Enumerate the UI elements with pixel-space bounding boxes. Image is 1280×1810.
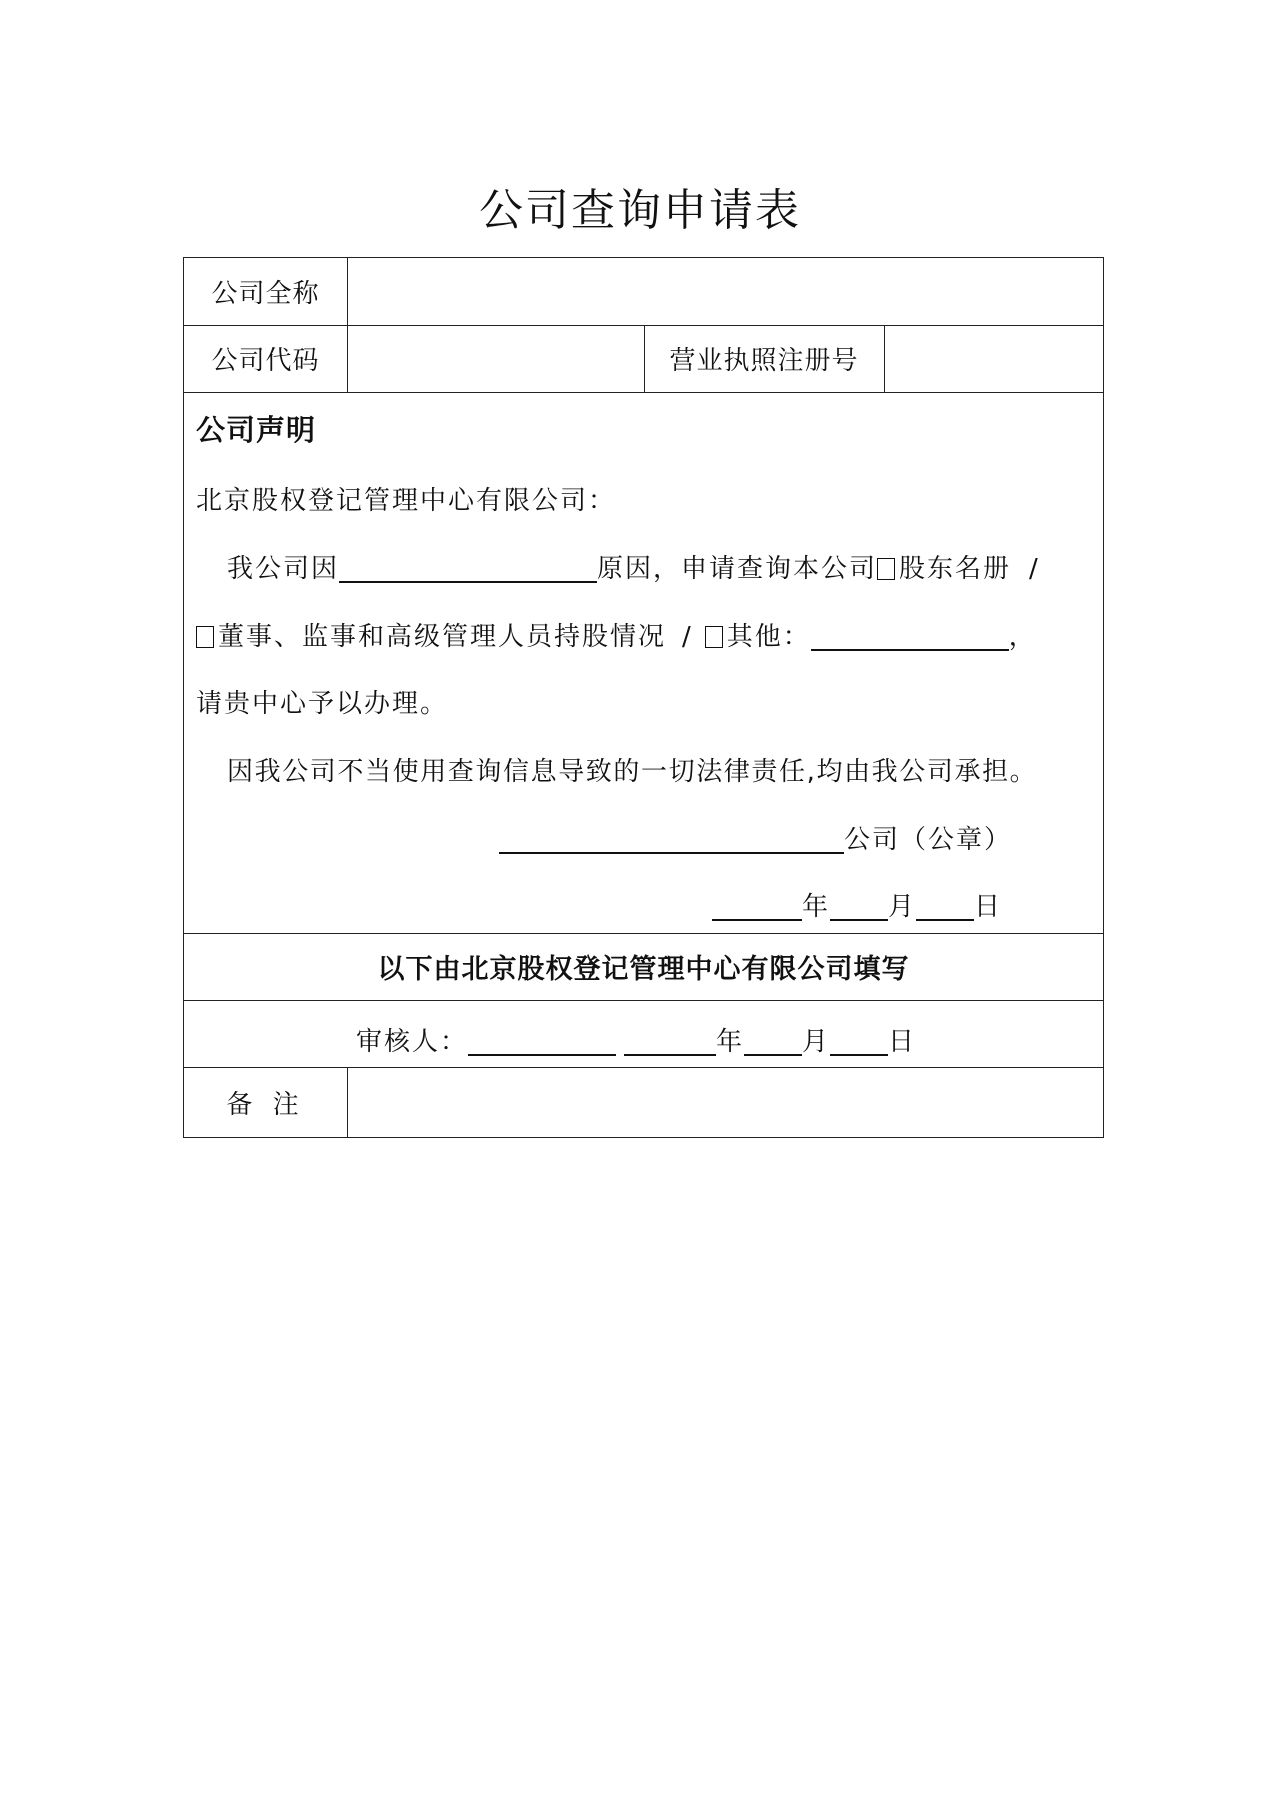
company-code-field[interactable] [349,325,643,392]
review-day-blank[interactable] [830,1026,888,1056]
line1-middle: 原因，申请查询本公司 [597,554,878,584]
row-divider [184,392,1103,393]
directors-holdings-checkbox[interactable] [196,626,214,648]
reviewer-label: 审核人： [356,1027,469,1057]
remarks-label: 备 注 [226,1090,305,1120]
reason-blank[interactable] [339,553,597,583]
option-other: 其他： [726,622,811,652]
declaration-line-4: 因我公司不当使用查询信息导致的一切法律责任,均由我公司承担。 [227,757,1038,787]
option-shareholder-register: 股东名册 [899,554,1012,584]
business-license-field[interactable] [886,325,1103,392]
other-blank[interactable] [811,621,1009,651]
declaration-addressee: 北京股权登记管理中心有限公司： [196,486,617,516]
reviewer-blank[interactable] [468,1026,616,1056]
line2-comma: ， [1008,622,1037,652]
option-directors-holdings: 董事、监事和高级管理人员持股情况 [218,622,667,652]
review-year-blank[interactable] [624,1026,716,1056]
declaration-line-2 [196,616,1037,653]
year-label: 年 [802,892,831,922]
month-blank[interactable] [830,891,888,921]
column-divider [884,325,885,392]
form-title: 公司查询申请表 [479,185,801,236]
application-form-table [183,257,1104,1138]
center-section-heading: 以下由北京股权登记管理中心有限公司填写 [377,954,910,985]
declaration-heading: 公司声明 [196,413,317,447]
day-blank[interactable] [916,891,974,921]
column-divider [347,258,348,392]
separator-slash: / [1029,554,1040,584]
seal-line [499,819,1012,856]
review-month-blank[interactable] [744,1026,802,1056]
declaration-date [712,886,1002,923]
review-year-label: 年 [716,1027,745,1057]
company-code-label: 公司代码 [211,346,320,376]
declaration-line-1 [227,548,1040,585]
seal-label: 公司（公章） [844,825,1013,855]
day-label: 日 [974,892,1003,922]
company-full-name-label: 公司全称 [211,279,320,309]
year-blank[interactable] [712,891,802,921]
other-checkbox[interactable] [705,626,723,648]
reviewer-line [356,1021,916,1058]
business-license-label: 营业执照注册号 [669,346,859,376]
row-divider [184,1000,1103,1001]
line1-prefix: 我公司因 [227,554,340,584]
remarks-field[interactable] [349,1067,1103,1138]
month-label: 月 [888,892,917,922]
separator-slash: / [682,622,693,652]
declaration-line-3: 请贵中心予以办理。 [196,689,449,719]
company-name-blank[interactable] [499,824,844,854]
column-divider [347,1067,348,1138]
shareholder-register-checkbox[interactable] [877,558,895,580]
review-day-label: 日 [888,1027,917,1057]
review-month-label: 月 [802,1027,831,1057]
company-full-name-field[interactable] [349,258,1103,325]
